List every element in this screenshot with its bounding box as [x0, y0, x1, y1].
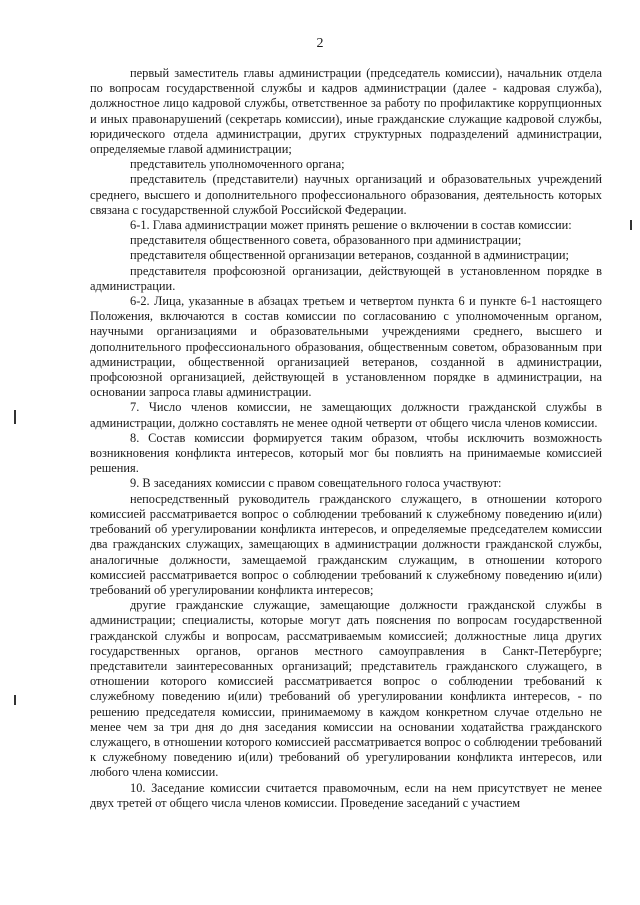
- paragraph: представителя профсоюзной организации, действующей в установленном порядке в администрации.: [90, 263, 602, 293]
- paragraph: 8. Состав комиссии формируется таким образом, чтобы исключить возможность возникновения конфликта интересов, который мог бы повлиять на принимаемые комиссией решения.: [90, 430, 602, 476]
- paragraph: 7. Число членов комиссии, не замещающих должности гражданской службы в администрации, должно составлять не менее одной четверти от общего числа членов комиссии.: [90, 400, 602, 430]
- paragraph: представитель уполномоченного органа;: [130, 157, 345, 172]
- paragraph: 6-1. Глава администрации может принять решение о включении в состав комиссии:: [130, 218, 572, 233]
- paragraph: представитель (представители) научных организаций и образовательных учреждений среднего, высшего и дополнительного профессионального образования, деятельность которых связана с государственной службой Российской Федерации.: [90, 172, 602, 217]
- page-number: 2: [316, 36, 324, 51]
- scan-artifact: [14, 410, 16, 424]
- document-body: [90, 66, 602, 811]
- scan-artifact: [630, 220, 632, 230]
- paragraph: представителя общественной организации ветеранов, созданной в администрации;: [130, 248, 569, 263]
- paragraph: непосредственный руководитель гражданского служащего, в отношении которого комиссией рассматривается вопрос о соблюдении требований к служебному поведению и(или) требований об урегулировании конфликта интересов, и определяемые председателем комиссии два гражданских служащих, замещающих в администрации должности гражданской службы, аналогичные должности, замещаемой гражданским служащим, в отношении которого комиссией рассматривается вопрос о соблюдении требований к служебному поведению и(или) требований об урегулировании конфликта интересов;: [90, 491, 602, 597]
- paragraph: 9. В заседаниях комиссии с правом совещательного голоса участвуют:: [130, 476, 502, 491]
- paragraph: представителя общественного совета, образованного при администрации;: [130, 233, 522, 248]
- paragraph: первый заместитель главы администрации (председатель комиссии), начальник отдела по вопросам государственной службы и кадров администрации (далее - кадровая служба), должностное лицо кадровой службы, ответственное за работу по профилактике коррупционных и иных правонарушений (секретарь комиссии), иные гражданские служащие кадровой службы, юридического отдела администрации, других структурных подразделений администрации, определяемые главой администрации;: [90, 66, 602, 157]
- paragraph: 6-2. Лица, указанные в абзацах третьем и четвертом пункта 6 и пункте 6-1 настоящего Положения, включаются в состав комиссии по согласованию с уполномоченным органом, научными организациями и образовательными учреждениями среднего, высшего и дополнительного профессионального образования, общественным советом, образованным при администрации, общественной организацией ветеранов, созданной в администрации, профсоюзной организацией, действующей в установленном порядке в администрации, на основании запроса главы администрации.: [90, 294, 602, 400]
- scan-artifact: [14, 695, 16, 705]
- paragraph: 10. Заседание комиссии считается правомочным, если на нем присутствует не менее двух третей от общего числа членов комиссии. Проведение заседаний с участием: [90, 780, 602, 810]
- paragraph: другие гражданские служащие, замещающие должности гражданской службы в администрации; специалисты, которые могут дать пояснения по вопросам государственной гражданской службы и вопросам, рассматриваемым комиссией; должностные лица других государственных органов, органов местного самоуправления в Санкт-Петербурге; представители заинтересованных организаций; представитель гражданского служащего, в отношении которого комиссией рассматривается вопрос о соблюдении требований к служебному поведению и(или) требований об урегулировании конфликта интересов, - по решению председателя комиссии, принимаемому в каждом конкретном случае отдельно не менее чем за три дня до дня заседания комиссии на основании ходатайства гражданского служащего, в отношении которого комиссией рассматривается вопрос о соблюдении требований к служебному поведению и(или) требований об урегулировании конфликта интересов, или любого члена комиссии.: [90, 598, 602, 780]
